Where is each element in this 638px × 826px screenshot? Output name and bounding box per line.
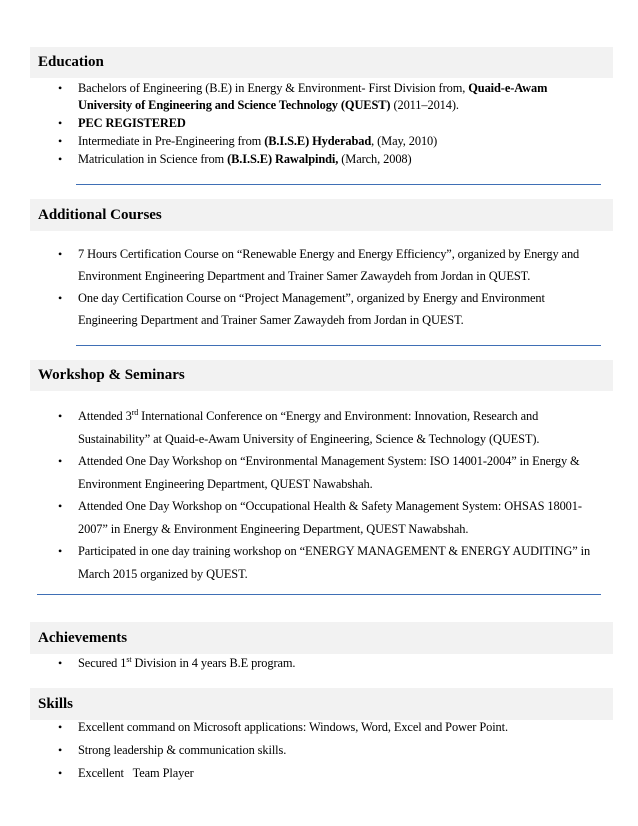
education-list (58, 80, 578, 168)
list-item: • Excellent Team Player (58, 762, 598, 785)
achievements-list (58, 654, 578, 672)
list-item: • Attended One Day Workshop on “Environmental Management System: ISO 14001-2004” in Energy & Environment Engineering Department, QUEST Nawabshah. (58, 450, 598, 495)
workshops-list (58, 405, 598, 585)
skills-list (58, 716, 598, 785)
list-item: • 7 Hours Certification Course on “Renewable Energy and Energy Efficiency”, organized by Energy and Environment Engineering Department and Trainer Samer Zawaydeh from Jordan in QUEST. (58, 243, 598, 287)
list-item: • Excellent command on Microsoft applications: Windows, Word, Excel and Power Point. (58, 716, 598, 739)
achievements-heading: Achievements (30, 622, 613, 654)
section-divider (37, 594, 601, 595)
list-item: • Attended One Day Workshop on “Occupational Health & Safety Management System: OHSAS 18001-2007” in Energy & Environment Engineering Department, QUEST Nawabshah. (58, 495, 598, 540)
additional-courses-heading: Additional Courses (30, 199, 613, 231)
list-item: • Bachelors of Engineering (B.E) in Energy & Environment- First Division from, Quaid-e-Awam University of Engineering and Science Technology (QUEST) (2011–2014). (58, 80, 578, 114)
section-divider (76, 184, 601, 185)
education-heading: Education (30, 47, 613, 78)
additional-courses-list (58, 243, 598, 331)
list-item: • PEC REGISTERED (58, 114, 578, 132)
section-divider (76, 345, 601, 346)
workshops-heading: Workshop & Seminars (30, 360, 613, 391)
list-item: • Strong leadership & communication skills. (58, 739, 598, 762)
skills-heading: Skills (30, 688, 613, 720)
list-item: • Intermediate in Pre-Engineering from (B.I.S.E) Hyderabad, (May, 2010) (58, 132, 578, 150)
list-item: • Secured 1st Division in 4 years B.E program. (58, 654, 578, 672)
list-item: • Participated in one day training workshop on “ENERGY MANAGEMENT & ENERGY AUDITING” in March 2015 organized by QUEST. (58, 540, 598, 585)
list-item: • Attended 3rd International Conference on “Energy and Environment: Innovation, Research and Sustainability” at Quaid-e-Awam University of Engineering, Science & Technology (QUEST). (58, 405, 598, 450)
list-item: • One day Certification Course on “Project Management”, organized by Energy and Environment Engineering Department and Trainer Samer Zawaydeh from Jordan in QUEST. (58, 287, 598, 331)
list-item: • Matriculation in Science from (B.I.S.E) Rawalpindi, (March, 2008) (58, 150, 578, 168)
